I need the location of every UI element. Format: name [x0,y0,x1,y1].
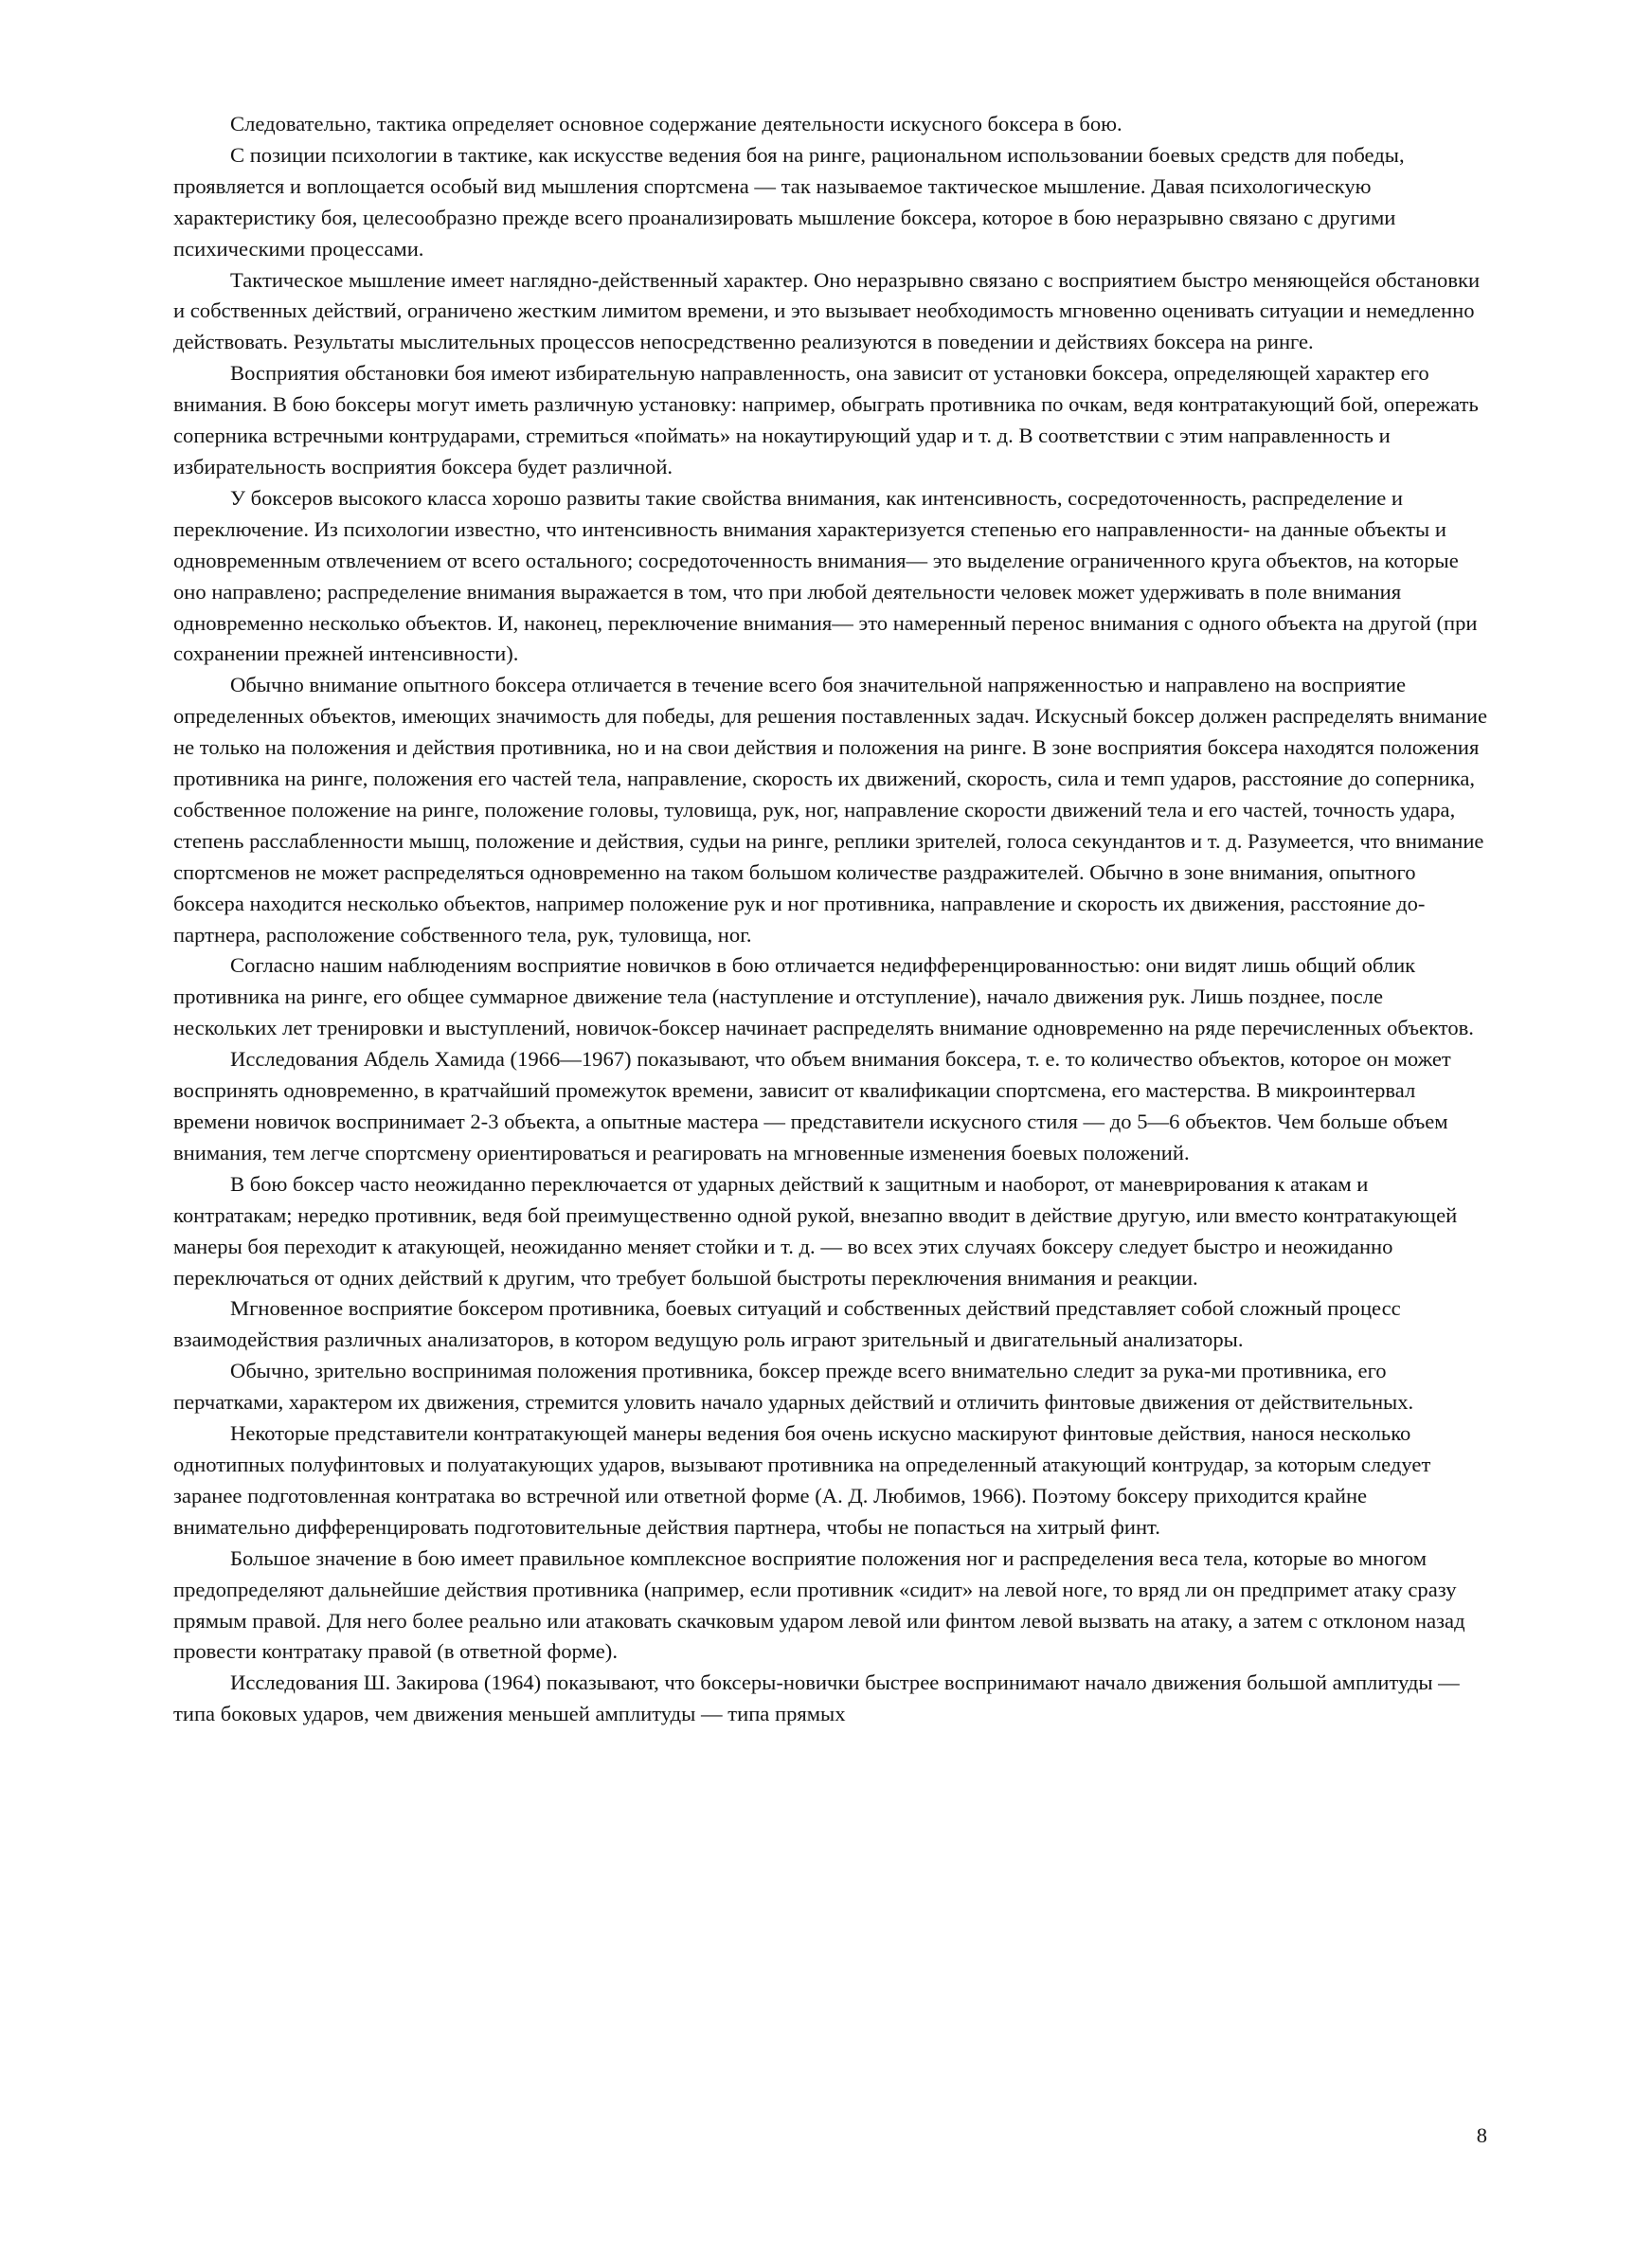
paragraph-13: Большое значение в бою имеет правильное комплексное восприятие положения ног и распределения веса тела, которые во многом предопределяют дальнейшие действия противника (например, если противник «сидит» на левой ноге, то вряд ли он предпримет атаку сразу прямым правой. Для него более реально или атаковать скачковым ударом левой или финтом левой вызвать на атаку, а затем с отклоном назад провести контратаку правой (в ответной форме). [173,1545,1465,1664]
paragraph-5: У боксеров высокого класса хорошо развиты такие свойства внимания, как интенсивность, сосредоточенность, распределение и переключение. Из психологии известно, что интенсивность внимания характеризуется степенью его направленности- на данные объекты и одновременным отвлечением от всего остального; сосредоточенность внимания— это выделение ограниченного круга объектов, на которые оно направлено; распределение внимания выражается в том, что при любой деятельности человек может удерживать в поле внимания одновременно несколько объектов. И, наконец, переключение внимания— это намеренный перенос внимания с одного объекта на другой (при сохранении прежней интенсивности). [173,485,1478,666]
paragraph-8: Исследования Абдель Хамида (1966—1967) показывают, что объем внимания боксера, т. е. то количество объектов, которое он может воспринять одновременно, в кратчайший промежуток времени, зависит от квалификации спортсмена, его мастерства. В микроинтервал времени новичок воспринимает 2-3 объекта, а опытные мастера — представители искусного стиля — до 5—6 объектов. Чем больше объем внимания, тем легче спортсмену ориентироваться и реагировать на мгновенные изменения боевых положений. [173,1047,1451,1165]
paragraph-1: Следовательно, тактика определяет основное содержание деятельности искусного боксера в бою. [230,112,1122,135]
paragraph-4: Восприятия обстановки боя имеют избирательную направленность, она зависит от установки боксера, определяющей характер его внимания. В бою боксеры могут иметь различную установку: например, обыграть противника по очкам, ведя контратакующий бой, опережать соперника встречными контрударами, стремиться «поймать» на нокаутирующий удар и т. д. В соответствии с этим направленность и избирательность восприятия боксера будет различной. [173,361,1479,478]
page-body [173,109,1487,2146]
page-number: 8 [1476,2123,1487,2147]
paragraph-10: Мгновенное восприятие боксером противника, боевых ситуаций и собственных действий представляет собой сложный процесс взаимодействия различных анализаторов, в котором ведущую роль играют зрительный и двигательный анализаторы. [173,1296,1401,1352]
paragraph-9: В бою боксер часто неожиданно переключается от ударных действий к защитным и наоборот, от маневрирования к атакам и контратакам; нередко противник, ведя бой преимущественно одной рукой, внезапно вводит в действие другую, или вместо контратакующей манеры боя переходит к атакующей, неожиданно меняет стойки и т. д. — во всех этих случаях боксеру следует быстро и неожиданно переключаться от одних действий к другим, что требует большой быстроты переключения внимания и реакции. [173,1171,1458,1290]
paragraph-2: С позиции психологии в тактике, как искусстве ведения боя на ринге, рациональном использовании боевых средств для победы, проявляется и воплощается особый вид мышления спортсмена — так называемое тактическое мышление. Давая психологическую характеристику боя, целесообразно прежде всего проанализировать мышление боксера, которое в бою неразрывно связано с другими психическими процессами. [173,142,1405,261]
paragraph-14: Исследования Ш. Закирова (1964) показывают, что боксеры-новички быстрее воспринимают начало движения большой амплитуды — типа боковых ударов, чем движения меньшей амплитуды — типа прямых [173,1670,1460,1726]
paragraph-11: Обычно, зрительно воспринимая положения противника, боксер прежде всего внимательно следит за рука-ми противника, его перчатками, характером их движения, стремится уловить начало ударных действий и отличить финтовые движения от действительных. [173,1359,1414,1415]
paragraph-7: Согласно нашим наблюдениям восприятие новичков в бою отличается недифференцированностью: они видят лишь общий облик противника на ринге, его общее суммарное движение тела (наступление и отступление), начало движения рук. Лишь позднее, после нескольких лет тренировки и выступлений, новичок-боксер начинает распределять внимание одновременно на ряде перечисленных объектов. [173,953,1474,1040]
paragraph-12: Некоторые представители контратакующей манеры ведения боя очень искусно маскируют финтовые действия, нанося несколько однотипных полуфинтовых и полуатакующих ударов, вызывают противника на определенный атакующий контрудар, за которым следует заранее подготовленная контратака во встречной или ответной форме (А. Д. Любимов, 1966). Поэтому боксеру приходится крайне внимательно дифференцировать подготовительные действия партнера, чтобы не попасться на хитрый финт. [173,1421,1431,1539]
paragraph-3: Тактическое мышление имеет наглядно-действенный характер. Оно неразрывно связано с восприятием быстро меняющейся обстановки и собственных действий, ограничено жестким лимитом времени, и это вызывает необходимость мгновенно оценивать ситуации и немедленно действовать. Результаты мыслительных процессов непосредственно реализуются в поведении и действиях боксера на ринге. [173,267,1481,354]
paragraph-6: Обычно внимание опытного боксера отличается в течение всего боя значительной напряженностью и направлено на восприятие определенных объектов, имеющих значимость для победы, для решения поставленных задач. Искусный боксер должен распределять внимание не только на положения и действия противника, но и на свои действия и положения на ринге. В зоне восприятия боксера находятся положения противника на ринге, положения его частей тела, направление, скорость их движений, скорость, сила и темп ударов, расстояние до соперника, собственное положение на ринге, положение головы, туловища, рук, ног, направление скорости движений тела и его частей, точность удара, степень расслабленности мышц, положение и действия, судьи на ринге, реплики зрителей, голоса секундантов и т. д. Разумеется, что внимание спортсменов не может распределяться одновременно на таком большом количестве раздражителей. Обычно в зоне внимания, опытного боксера находится несколько объектов, например положение рук и ног противника, направление и скорость их движения, расстояние до-партнера, расположение собственного тела, рук, туловища, ног. [173,673,1487,947]
